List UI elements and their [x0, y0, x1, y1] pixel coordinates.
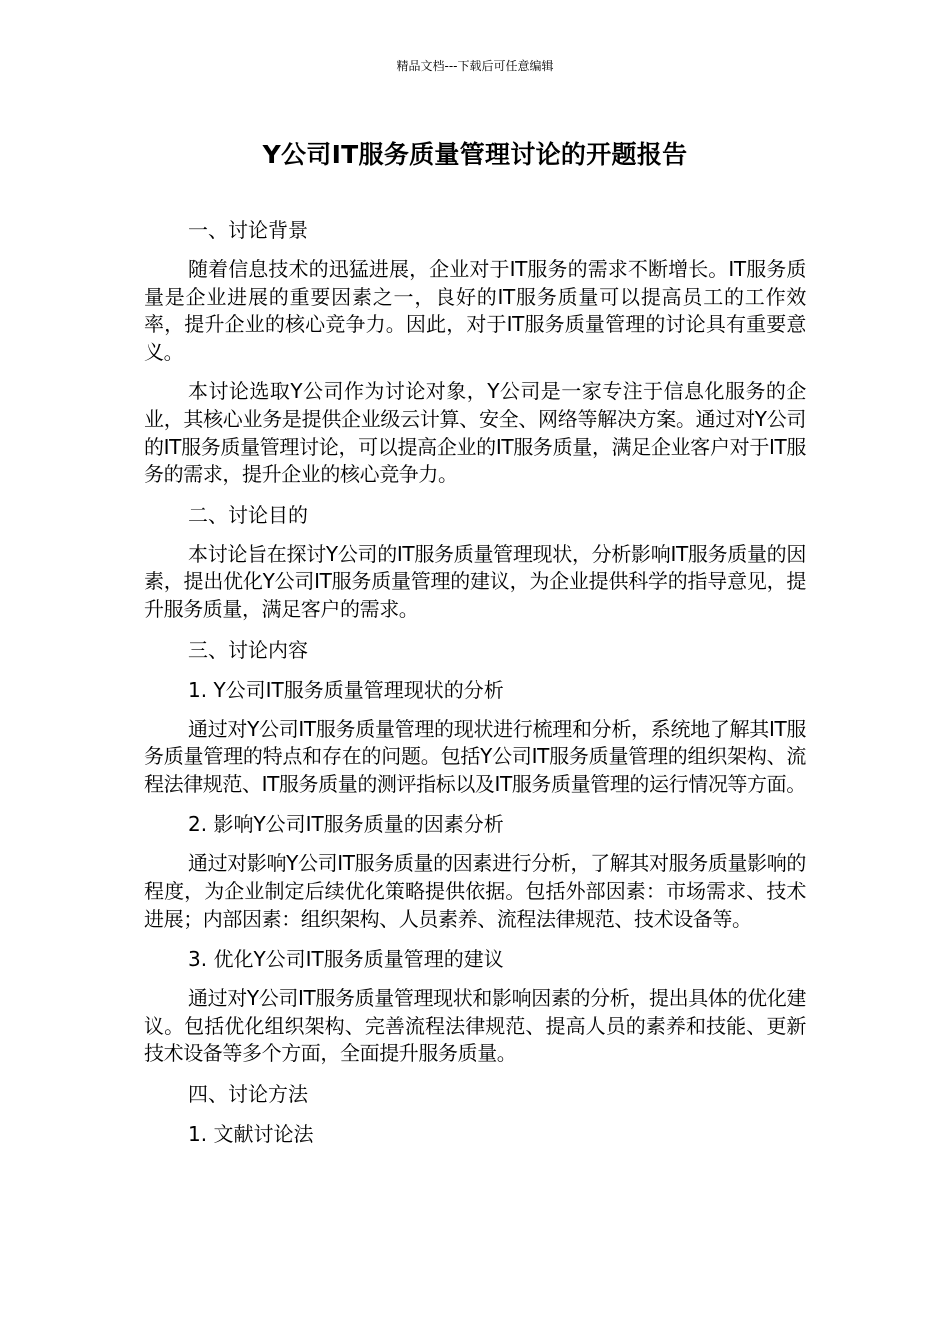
paragraph: 本讨论选取Y公司作为讨论对象，Y公司是一家专注于信息化服务的企业，其核心业务是提供企业级云计算、安全、网络等解决方案。通过对Y公司的IT服务质量管理讨论，可以提高企业的IT服务质量，满足企业客户对于IT服务的需求，提升企业的核心竞争力。 — [144, 379, 806, 487]
paragraph: 通过对影响Y公司IT服务质量的因素进行分析，了解其对服务质量影响的程度，为企业制定后续优化策略提供依据。包括外部因素：市场需求、技术进展；内部因素：组织架构、人员素养、流程法律规范、技术设备等。 — [144, 851, 806, 931]
section-heading: 一、讨论背景 — [188, 218, 308, 242]
header-note: 精品文档---下载后可任意编辑 — [396, 59, 554, 73]
paragraph: 本讨论旨在探讨Y公司的IT服务质量管理现状，分析影响IT服务质量的因素，提出优化Y公司IT服务质量管理的建议，为企业提供科学的指导意见，提升服务质量，满足客户的需求。 — [144, 541, 806, 621]
section-heading: 四、讨论方法 — [188, 1081, 308, 1106]
paragraph: 通过对Y公司IT服务质量管理现状和影响因素的分析，提出具体的优化建议。包括优化组织架构、完善流程法律规范、提高人员的素养和技能、更新技术设备等多个方面，全面提升服务质量。 — [144, 986, 806, 1066]
paragraph: 通过对Y公司IT服务质量管理的现状进行梳理和分析，系统地了解其IT服务质量管理的特点和存在的问题。包括Y公司IT服务质量管理的组织架构、流程法律规范、IT服务质量的测评指标以及IT服务质量管理的运行情况等方面。 — [144, 716, 806, 796]
section-heading: 二、讨论目的 — [188, 502, 308, 527]
subsection-heading: 1. 文献讨论法 — [188, 1121, 314, 1146]
section-heading: 三、讨论内容 — [188, 637, 308, 662]
document-title: Y公司IT服务质量管理讨论的开题报告 — [262, 140, 688, 169]
subsection-heading: 2. 影响Y公司IT服务质量的因素分析 — [188, 812, 504, 837]
subsection-heading: 1. Y公司IT服务质量管理现状的分析 — [188, 677, 504, 702]
paragraph: 随着信息技术的迅猛进展，企业对于IT服务的需求不断增长。IT服务质量是企业进展的重要因素之一，良好的IT服务质量可以提高员工的工作效率，提升企业的核心竞争力。因此，对于IT服务质量管理的讨论具有重要意义。 — [144, 257, 806, 364]
subsection-heading: 3. 优化Y公司IT服务质量管理的建议 — [188, 947, 504, 972]
document-body — [144, 216, 806, 1160]
